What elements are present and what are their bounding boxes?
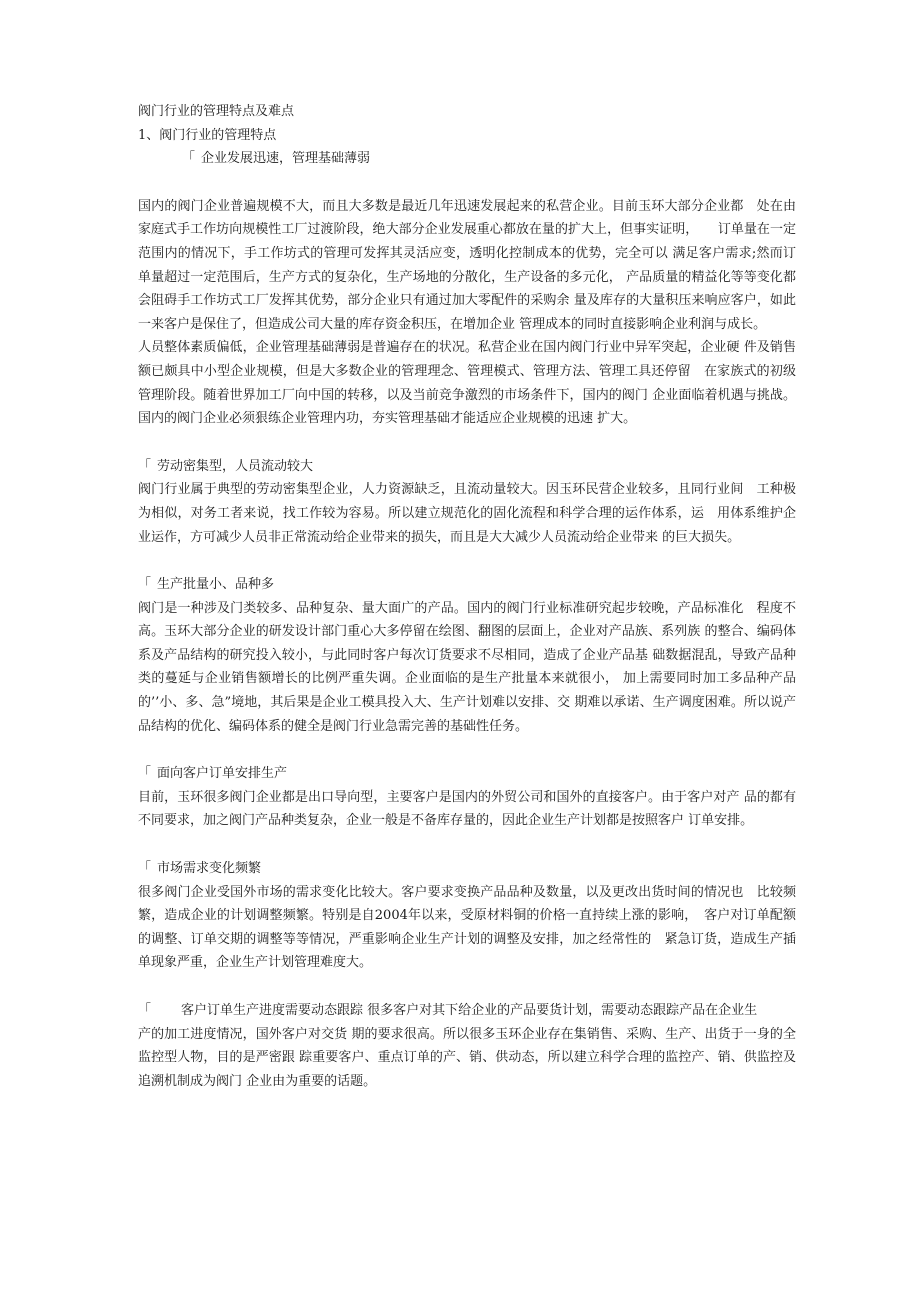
section-heading: 1、阀门行业的管理特点	[138, 127, 277, 143]
subsection-heading-3: 「 生产批量小、品种多	[138, 573, 796, 597]
bracket-glyph: 「	[138, 458, 152, 474]
document-title: 阀门行业的管理特点及难点	[138, 104, 295, 119]
bracket-glyph: 「	[138, 766, 152, 782]
subsection-heading-6: 「 客户订单生产进度需要动态跟踪 很多客户对其下给企业的产品要货计划，需要动态跟踪产品在企业生	[138, 999, 796, 1023]
subsection-heading-5: 「 市场需求变化频繁	[138, 857, 796, 881]
paragraph: 很多阀门企业受国外市场的需求变化比较大。客户要求变换产品品种及数量，以及更改出货时间的情况也 比较频繁，造成企业的计划调整频繁。特别是自2004年以来，受原材料铜的价格一直持续上涨的影响， 客户对订单配额的调整、订单交期的调整等等情况，严重影响企业生产计划的调整及安排，加之经常性的 紧急订货，造成生产插单现象严重，企业生产计划管理难度大。	[138, 884, 796, 971]
bracket-glyph: 「	[138, 861, 152, 877]
paragraph: 目前，玉环很多阀门企业都是出口导向型，主要客户是国内的外贸公司和国外的直接客户。由于客户对产 品的都有不同要求，加之阀门产品种类复杂，企业一般是不备库存量的，因此企业生产计划都是按照客户 订单安排。	[138, 789, 796, 829]
subsection-heading-2: 「 劳动密集型，人员流动较大	[138, 455, 796, 479]
bracket-glyph: 「	[138, 577, 152, 593]
subsection-heading-1: 「 企业发展迅速，管理基础薄弱	[138, 147, 796, 171]
paragraph: 产的加工进度情况，国外客户对交货 期的要求很高。所以很多玉环企业存在集销售、采购、生产、出货于一身的全监控型人物，目的是严密跟 踪重要客户、重点订单的产、销、供动态，所以建立科学合理的监控产、销、供监控及追溯机制成为阀门 企业由为重要的话题。	[138, 1026, 796, 1089]
paragraph: 国内的阀门企业普遍规模不大，而且大多数是最近几年迅速发展起来的私营企业。目前玉环大部分企业都 处在由家庭式手工作坊向规模性工厂过渡阶段，绝大部分企业发展重心都放在量的扩大上，但事实证明， 订单量在一定范围内的情况下，手工作坊式的管理可发挥其灵活应变，透明化控制成本的优势，完全可以 满足客户需求;然而订单量超过一定范围后，生产方式的复杂化，生产场地的分散化，生产设备的多元化， 产品质量的精益化等等变化都会阻碍手工作坊式工厂发挥其优势，部分企业只有通过加大零配件的采购余 量及库存的大量积压来响应客户，如此一来客户是保住了，但造成公司大量的库存资金积压，在增加企业 管理成本的同时直接影响企业利润与成长。	[138, 198, 796, 332]
subsection-heading-4: 「 面向客户订单安排生产	[138, 762, 796, 786]
document-body	[138, 100, 796, 1093]
bracket-glyph: 「	[138, 1003, 152, 1018]
bracket-glyph: 「	[182, 151, 196, 167]
paragraph: 阀门是一种涉及门类较多、品种复杂、量大面广的产品。国内的阀门行业标准研究起步较晚，产品标准化 程度不高。玉环大部分企业的研发设计部门重心大多停留在绘图、翻图的层面上，企业对产品族、系列族 的整合、编码体系及产品结构的研究投入较小，与此同时客户每次订货要求不尽相同，造成了企业产品基 础数据混乱，导致产品种类的蔓延与企业销售额增长的比例严重失调。企业面临的是生产批量本来就很小， 加上需要同时加工多品种产品的’’小、多、急”境地，其后果是企业工模具投入大、生产计划难以安排、交 期难以承诺、生产调度困难。所以说产品结构的优化、编码体系的健全是阀门行业急需完善的基础性任务。	[138, 600, 796, 734]
paragraph: 阀门行业属于典型的劳动密集型企业，人力资源缺乏，且流动量较大。因玉环民营企业较多，且同行业间 工种极为相似，对务工者来说，找工作较为容易。所以建立规范化的固化流程和科学合理的运作体系，运 用体系维护企业运作，方可减少人员非正常流动给企业带来的损失，而且是大大减少人员流动给企业带来 的巨大损失。	[138, 482, 796, 545]
paragraph: 人员整体素质偏低，企业管理基础薄弱是普遍存在的状况。私营企业在国内阀门行业中异军突起，企业硬 件及销售额已颇具中小型企业规模，但是大多数企业的管理理念、管理模式、管理方法、管理工具还停留 在家族式的初级管理阶段。随着世界加工厂向中国的转移，以及当前竞争激烈的市场条件下，国内的阀门 企业面临着机遇与挑战。国内的阀门企业必须狠练企业管理内功，夯实管理基础才能适应企业规模的迅速 扩大。	[138, 340, 796, 427]
